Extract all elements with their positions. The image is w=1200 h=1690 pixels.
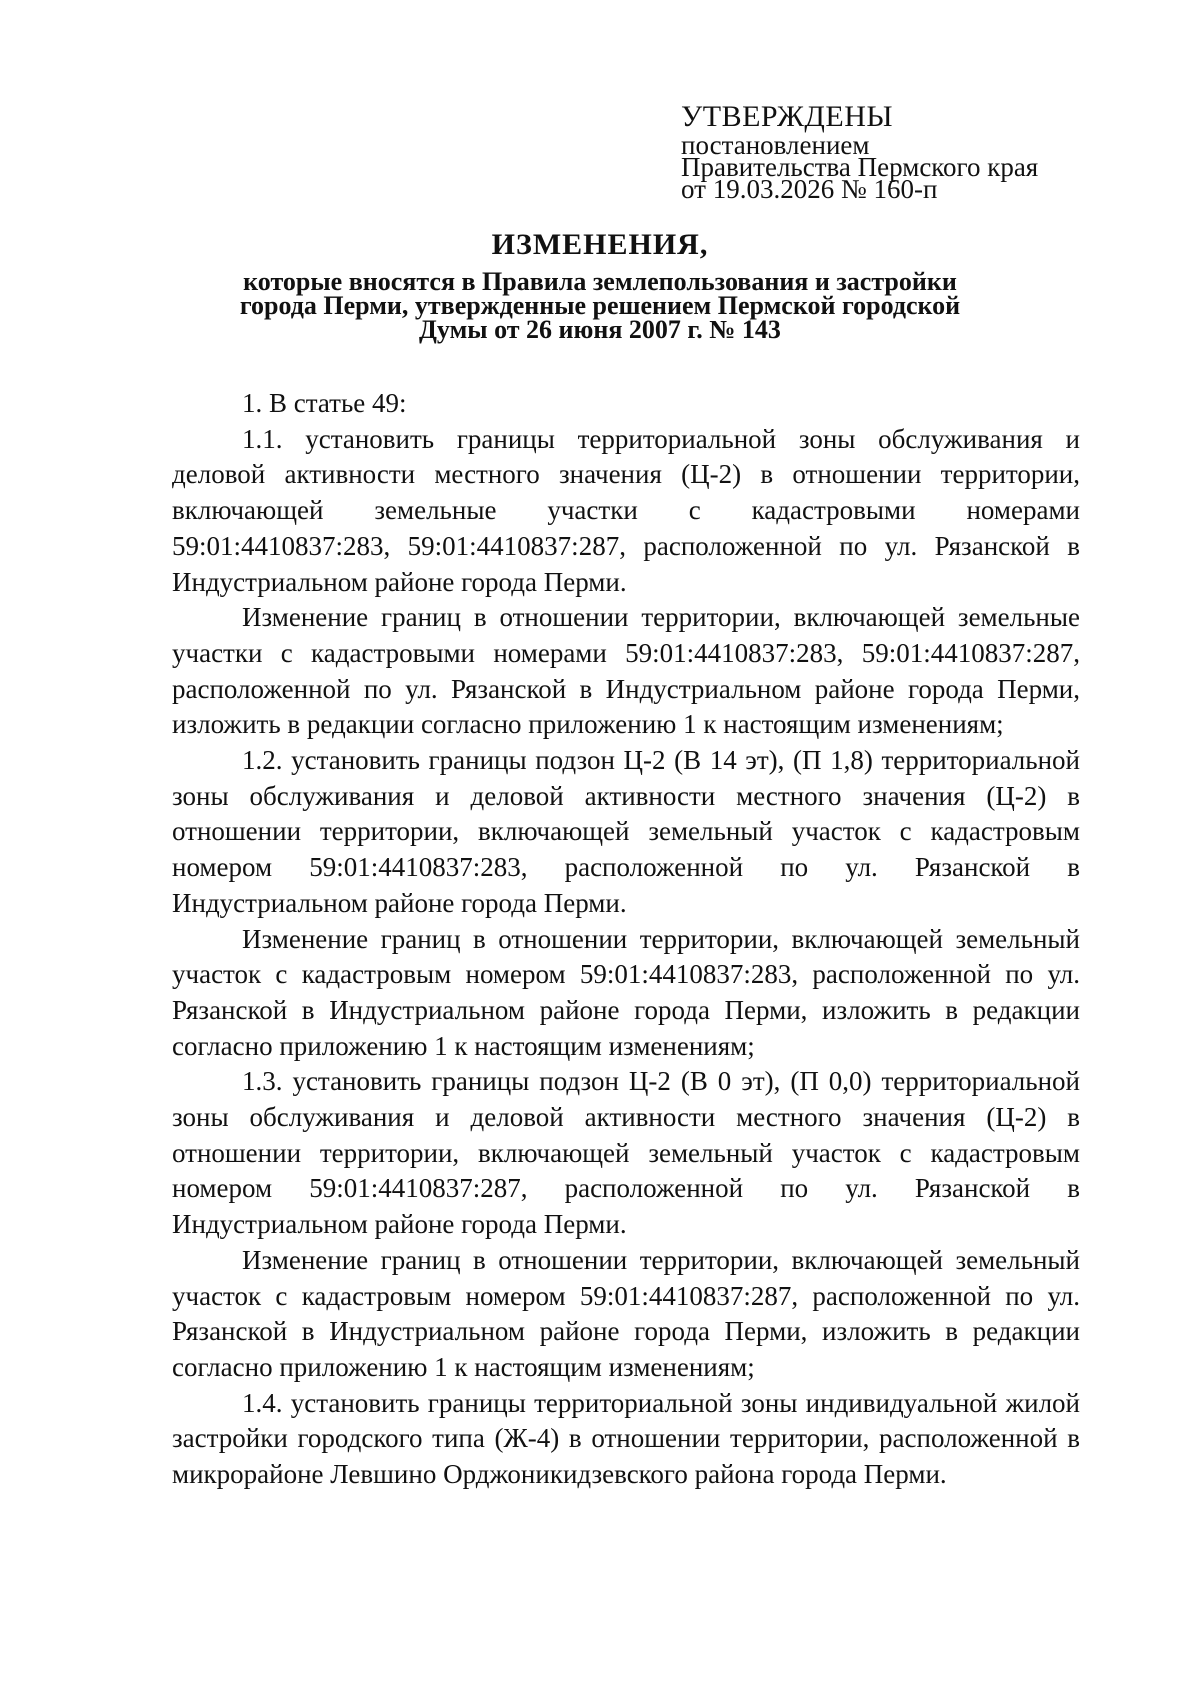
document-title: ИЗМЕНЕНИЯ, (491, 228, 709, 261)
approval-line: Правительства Пермского края (681, 152, 1039, 182)
paragraph: 1.3. установить границы подзон Ц-2 (В 0 эт), (П 0,0) территориальной зоны обслуживания и деловой активности местного значения (Ц-2) в отношении территории, включающей земельный участок с кадастровым номером 59:01:4410837:287, расположенной по ул. Рязанской в Индустриальном районе города Перми. (172, 1066, 1080, 1240)
paragraph: Изменение границ в отношении территории, включающей земельный участок с кадастровым номером 59:01:4410837:283, расположенной по ул. Рязанской в Индустриальном районе города Перми, изложить в редакции согласно приложению 1 к настоящим изменениям; (172, 923, 1080, 1061)
subtitle-line: которые вносятся в Правила землепользования и застройки (243, 267, 957, 296)
approval-line: от 19.03.2026 № 160-п (681, 174, 938, 204)
paragraph: Изменение границ в отношении территории, включающей земельные участки с кадастровыми номерами 59:01:4410837:283, 59:01:4410837:287, расположенной по ул. Рязанской в Индустриальном районе города Перми, изложить в редакции согласно приложению 1 к настоящим изменениям; (172, 602, 1080, 740)
approval-stamp (681, 100, 1039, 204)
approval-heading: УТВЕРЖДЕНЫ (681, 100, 894, 133)
document-subtitle (0, 267, 1200, 344)
paragraph: 1.4. установить границы территориальной зоны индивидуальной жилой застройки городского типа (Ж-4) в отношении территории, расположенной в микрорайоне Левшино Орджоникидзевского района города Перми. (172, 1387, 1080, 1490)
subtitle-line: Думы от 26 июня 2007 г. № 143 (419, 315, 781, 344)
paragraph: 1.1. установить границы территориальной зоны обслуживания и деловой активности местного значения (Ц-2) в отношении территории, включающей земельные участки с кадастровыми номерами 59:01:4410837:283, 59:01:4410837:287, расположенной по ул. Рязанской в Индустриальном районе города Перми. (172, 423, 1080, 597)
subtitle-line: города Перми, утвержденные решением Пермской городской (239, 291, 961, 320)
paragraph: 1. В статье 49: (242, 388, 407, 418)
approval-line: постановлением (681, 130, 870, 160)
paragraph: 1.2. установить границы подзон Ц-2 (В 14 эт), (П 1,8) территориальной зоны обслуживания и деловой активности местного значения (Ц-2) в отношении территории, включающей земельный участок с кадастровым номером 59:01:4410837:283, расположенной по ул. Рязанской в Индустриальном районе города Перми. (172, 745, 1080, 918)
paragraph: Изменение границ в отношении территории, включающей земельный участок с кадастровым номером 59:01:4410837:287, расположенной по ул. Рязанской в Индустриальном районе города Перми, изложить в редакции согласно приложению 1 к настоящим изменениям; (172, 1244, 1080, 1382)
document-body (172, 386, 1080, 1493)
